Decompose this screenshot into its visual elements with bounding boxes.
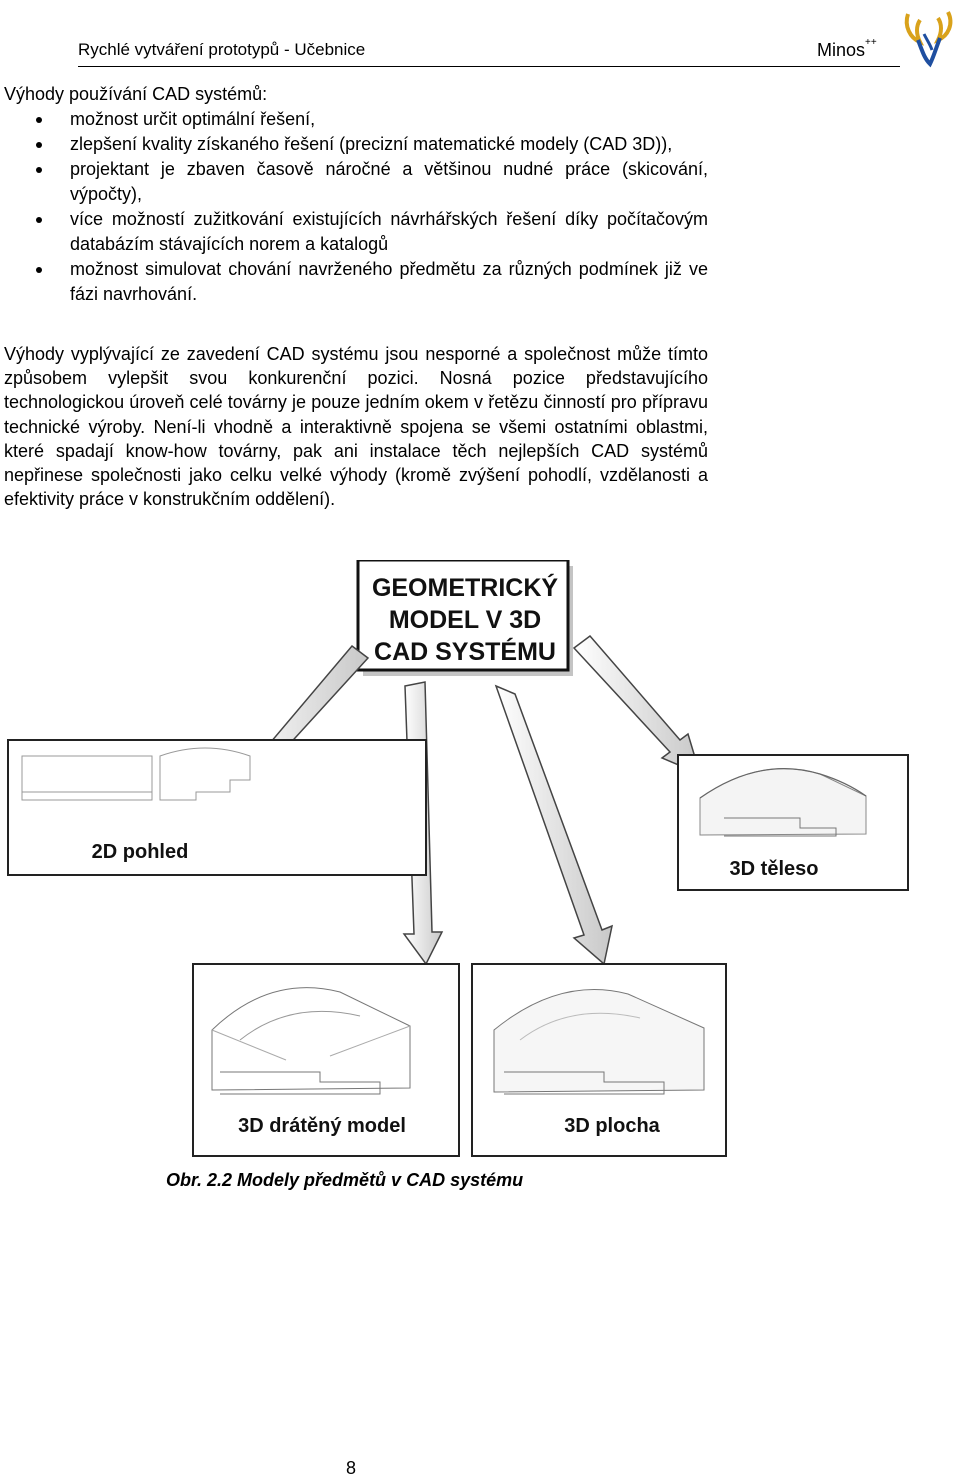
page-number: 8 xyxy=(346,1458,357,1478)
arrow-to-surface xyxy=(496,686,612,964)
arrow-to-solid xyxy=(574,636,700,774)
intro-text: Výhody používání CAD systémů: xyxy=(4,84,268,104)
figure-caption: Obr. 2.2 Modely předmětů v CAD systému xyxy=(166,1170,524,1190)
body-paragraph: Výhody vyplývající ze zavedení CAD systému jsou nesporné a společnost může tímto způsobem vylepšit svou konkurenční pozici. Nosná pozice představujícího technologickou úroveň celé továrny je pouze jedním okem v řetězu činností pro přípravu technické výroby. Není-li vhodně a interaktivně spojena se všemi ostatními oblastmi, které spadají know-how továrny, pak ani instalace těch nejlepších CAD systémů nepřinese společnosti jako celku velké výhody (kromě zvýšení pohodlí, vzdělanosti a efektivity práce v konstrukčním oddělení). xyxy=(4,344,708,510)
panel-2d-view xyxy=(8,740,426,875)
panel-3d-wireframe xyxy=(193,964,459,1156)
list-item: projektant je zbaven časově náročné a většinou nudné práce (skicování, výpočty), xyxy=(36,157,708,207)
center-box-line: GEOMETRICKÝ xyxy=(371,574,559,602)
center-box-line: MODEL V 3D xyxy=(388,606,542,634)
panel-3d-surface xyxy=(472,964,726,1156)
panel-label: 3D drátěný model xyxy=(238,1115,406,1137)
center-box-line: CAD SYSTÉMU xyxy=(374,638,556,666)
panel-3d-solid xyxy=(678,755,908,890)
header-rule xyxy=(78,66,900,67)
header-title: Rychlé vytváření prototypů - Učebnice xyxy=(78,40,366,59)
panel-label: 2D pohled xyxy=(91,841,189,863)
panel-label: 3D plocha xyxy=(564,1115,660,1137)
header-brand xyxy=(817,37,877,61)
cad-models-figure xyxy=(0,560,960,1170)
advantages-list xyxy=(36,107,708,307)
minos-logo-icon xyxy=(900,4,956,68)
list-item: více možností zužitkování existujících návrhářských řešení díky počítačovým databázím stávajících norem a katalogů xyxy=(36,207,708,257)
brand-superscript: ++ xyxy=(865,37,877,48)
brand-name: Minos xyxy=(817,40,866,60)
list-item: možnost určit optimální řešení, xyxy=(36,107,708,132)
center-box xyxy=(358,560,573,676)
list-item: možnost simulovat chování navrženého předmětu za různých podmínek již ve fázi navrhování. xyxy=(36,257,708,307)
panel-label: 3D těleso xyxy=(729,858,819,880)
list-item: zlepšení kvality získaného řešení (precizní matematické modely (CAD 3D)), xyxy=(36,132,708,157)
